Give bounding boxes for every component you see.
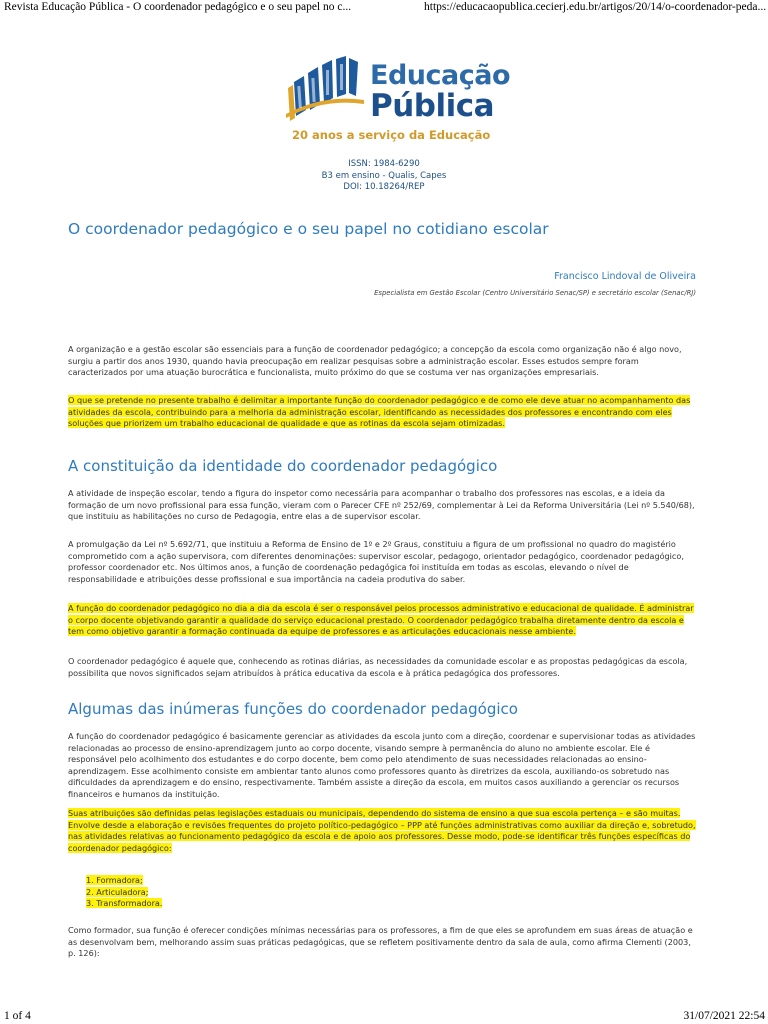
print-header [0, 0, 768, 20]
logo-text-educacao: Educação [370, 60, 510, 91]
paragraph-law: A promulgação da Lei nº 5.692/71, que instituiu a Reforma de Ensino de 1º e 2º Graus, constituiu a figura de um profissional no quadro do magistério comprometido com a ação supervisora, com diferentes denominações: supervisor escolar, pedagogo, orientador pedagógico, coordenador pedagógico, professor coordenador etc. Nos últimos anos, a função de coordenação pedagógica foi instituída em todas as escolas, elevando o nível de responsabilidade e atribuições desse profissional e sua importância na cadeia produtiva do saber. [68, 539, 684, 584]
article-title: O coordenador pedagógico e o seu papel no cotidiano escolar [68, 220, 549, 238]
section-heading-identity: A constituição da identidade do coordenador pedagógico [68, 457, 498, 475]
highlighted-text: A função do coordenador pedagógico no dia a dia da escola é ser o responsável pelos processos administrativo e educacional de qualidade. É administrar o corpo docente objetivando garantir a qualidade do serviço educacional prestado. O coordenador pedagógico trabalha diretamente dentro da escola e tem como objetivo garantir a formação continuada da equipe de professores e as articulações educacionais nesse ambiente. [68, 603, 694, 637]
author-name[interactable]: Francisco Lindoval de Oliveira [554, 271, 696, 282]
paragraph-functions: A função do coordenador pedagógico é basicamente gerenciar as atividades da escola junto com a direção, coordenar e supervisionar todas as atividades relacionadas ao processo de ensino-aprendizagem junto ao corpo docente, visando sempre à permanência do aluno no ambiente escolar. Ele é responsável pelo acolhimento dos estudantes e do corpo docente, bem como pelo atendimento de suas necessidades relacionadas ao ensino-aprendizagem. Esse acolhimento consiste em ambientar tanto alunos como professores quanto às diretrizes da escola, auxiliando-os sobretudo nas dificuldades da aprendizagem e do ensino, respectivamente. Também assiste a direção da escola, em muitos casos auxiliando a gerenciar os recursos financeiros e humanos da instituição. [68, 731, 696, 799]
logo-text-publica: Pública [370, 88, 495, 124]
doi: DOI: 10.18264/REP [343, 182, 425, 192]
list-item: 3. Transformadora. [86, 898, 163, 909]
qualis-rating: B3 em ensino - Qualis, Capes [321, 170, 447, 181]
paragraph-objective [68, 395, 700, 430]
paragraph-definition: O coordenador pedagógico é aquele que, conhecendo as rotinas diárias, as necessidades da comunidade escolar e as propostas pedagógicas da escola, possibilita que novos significados sejam atribuídos à prática educativa da escola e à prática pedagógica dos professores. [68, 656, 688, 678]
paragraph-role [68, 603, 700, 638]
books-logo-icon [284, 56, 370, 126]
print-page-url: https://educacaopublica.cecierj.edu.br/artigos/20/14/o-coordenador-peda... [424, 1, 767, 13]
paragraph-inspection: A atividade de inspeção escolar, tendo a figura do inspetor como necessária para acompanhar o trabalho dos professores nas escolas, e a ideia da formação de um novo profissional para essa função, vieram com o Parecer CFE nº 252/69, complementar à Lei da Reforma Universitária (Lei nº 5.540/68), que instituiu as habilitações no curso de Pedagogia, entre elas a de supervisor escolar. [68, 488, 695, 522]
print-datetime: 31/07/2021 22:54 [683, 1010, 765, 1022]
functions-list [86, 875, 162, 910]
list-item: 2. Articuladora; [86, 886, 149, 897]
highlighted-text: Suas atribuições são definidas pelas legislações estaduais ou municipais, dependendo do sistema de ensino a que sua escola pertença – e são muitas. Envolve desde a elaboração e revisões frequentes do projeto político-pedagógico – PPP até funções administrativas como auxiliar da direção e, sobretudo, nas atividades relativas ao funcionamento pedagógico da escola e de apoio aos professores. Desse modo, pode-se identificar três funções específicas do coordenador pedagógico: [68, 808, 696, 853]
paragraph-trainer: Como formador, sua função é oferecer condições mínimas necessárias para os professores, a fim de que eles se aprofundem em suas áreas de atuação e as desenvolvam bem, melhorando assim suas práticas pedagógicas, que se refletem positivamente dentro da sala de aula, como afirma Clementi (2003, p. 126): [68, 925, 693, 959]
print-page-title: Revista Educação Pública - O coordenador pedagógico e o seu papel no c... [4, 1, 352, 13]
issn-number: ISSN: 1984-6290 [348, 159, 420, 169]
author-affiliation: Especialista em Gestão Escolar (Centro Universitário Senac/SP) e secretário escolar (Senac/RJ) [374, 289, 696, 297]
highlighted-text: O que se pretende no presente trabalho é delimitar a importante função do coordenador pedagógico e de como ele deve atuar no acompanhamento das atividades da escola, contribuindo para a melhoria da administração escolar, identificando as necessidades dos professores e encontrando com eles soluções que priorizem um trabalho educacional de qualidade e que as rotinas da escola sejam otimizadas. [68, 395, 691, 429]
paragraph-attributions [68, 808, 700, 854]
paragraph-intro: A organização e a gestão escolar são essenciais para a função de coordenador pedagógico; a concepção da escola como organização não é algo novo, surgiu a partir dos anos 1930, quando havia preocupação em realizar pesquisas sobre a administração escolar. Esses estudos sempre foram caracterizados por uma atuação burocrática e funcionalista, muito próximo do que se costuma ver nas organizações empresariais. [68, 344, 682, 378]
page-number: 1 of 4 [4, 1010, 31, 1022]
print-footer [0, 1004, 768, 1024]
site-logo[interactable] [284, 56, 510, 146]
issn-block [284, 159, 484, 194]
logo-tagline: 20 anos a serviço da Educação [292, 128, 491, 142]
section-heading-functions: Algumas das inúmeras funções do coordenador pedagógico [68, 700, 518, 718]
list-item: 1. Formadora; [86, 875, 143, 885]
